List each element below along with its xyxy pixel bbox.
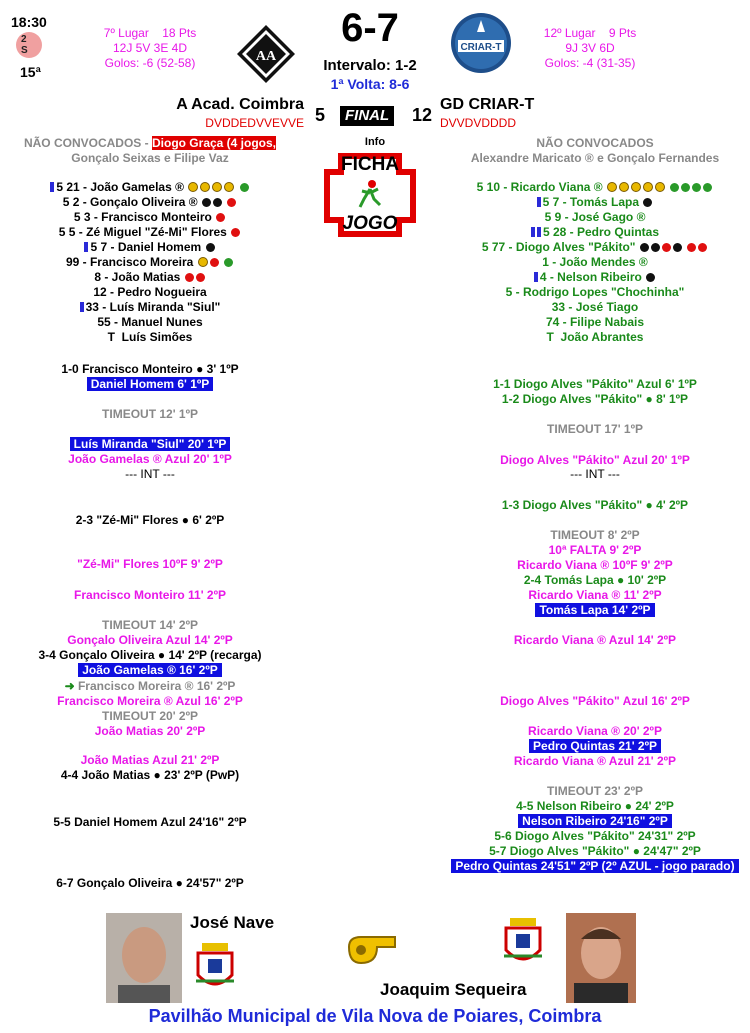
event-foul: Ricardo Viana ® 11' 2ºP bbox=[528, 588, 662, 602]
event-label: Daniel Homem 6' 1ºP bbox=[87, 377, 214, 391]
home-player-name: 33 - Luís Miranda "Siul" bbox=[85, 300, 221, 314]
arrow-icon: ➜ bbox=[64, 679, 78, 693]
event-label: Pedro Quintas 21' 2ºP bbox=[529, 739, 661, 753]
away-player-name: 5 9 - José Gago ® bbox=[544, 210, 646, 224]
event-foul: Francisco Monteiro 11' 2ºP bbox=[74, 588, 226, 602]
event-foul: Diogo Alves "Pákito" Azul 16' 2ºP bbox=[500, 694, 690, 708]
home-player-name: 55 - Manuel Nunes bbox=[97, 315, 203, 329]
event-foul: Gonçalo Oliveira Azul 14' 2ºP bbox=[67, 633, 233, 647]
event-blue-card bbox=[440, 814, 750, 828]
event-foul: João Matias Azul 21' 2ºP bbox=[80, 753, 220, 767]
referee-2-photo bbox=[566, 913, 636, 1003]
match-sheet-button[interactable] bbox=[322, 151, 418, 239]
svg-text:AA: AA bbox=[255, 49, 277, 64]
round-number: 15ª bbox=[20, 64, 41, 80]
home-player-name: 12 - Pedro Nogueira bbox=[93, 285, 207, 299]
event-foul: Diogo Alves "Pákito" Azul 20' 1ºP bbox=[500, 453, 690, 467]
away-points: 9 Pts bbox=[608, 26, 637, 40]
event-substitution bbox=[0, 679, 300, 693]
away-player-name: 5 28 - Pedro Quintas bbox=[542, 225, 660, 239]
event-goal: 5-7 Diogo Alves "Pákito" ● 24'47" 2ºP bbox=[489, 844, 701, 858]
competition-badge: 2 S bbox=[16, 32, 42, 58]
event-label: Nelson Ribeiro 24'16" 2ºP bbox=[518, 814, 672, 828]
event-blue-card bbox=[0, 377, 300, 391]
event-goal: 5-6 Diogo Alves "Pákito" 24'31" 2ºP bbox=[494, 829, 696, 843]
event-goal: 2-3 "Zé-Mi" Flores ● 6' 2ºP bbox=[75, 513, 225, 527]
kickoff-time: 18:30 bbox=[11, 14, 47, 30]
event-blue-card bbox=[440, 859, 750, 873]
event-blue-card bbox=[440, 739, 750, 753]
event-foul: "Zé-Mi" Flores 10ºF 9' 2ºP bbox=[77, 557, 223, 571]
referee-1-photo bbox=[106, 913, 182, 1003]
event-foul: João Matias 20' 2ºP bbox=[94, 724, 206, 738]
home-form: DVDDEDVVEVVE bbox=[205, 116, 304, 130]
venue: Pavilhão Municipal de Vila Nova de Poiares, Coimbra bbox=[148, 1006, 602, 1026]
event-foul: Ricardo Viana ® 10ºF 9' 2ºP bbox=[517, 558, 673, 572]
event-interval: --- INT --- bbox=[570, 467, 620, 481]
event-foul: Ricardo Viana ® 20' 2ºP bbox=[528, 724, 662, 738]
first-leg-score: 1ª Volta: 8-6 bbox=[330, 76, 410, 92]
event-timeout: TIMEOUT 8' 2ºP bbox=[550, 528, 640, 542]
away-player-name: 33 - José Tiago bbox=[551, 300, 639, 314]
status-badge bbox=[340, 106, 394, 126]
away-coach-name: João Abrantes bbox=[560, 330, 644, 344]
event-interval: --- INT --- bbox=[125, 467, 175, 481]
away-player-name: 5 10 - Ricardo Viana ® bbox=[476, 180, 603, 194]
away-player-name: 4 - Nelson Ribeiro bbox=[539, 270, 642, 284]
home-goals: 5 bbox=[315, 105, 326, 125]
home-nc-rest: Gonçalo Seixas e Filipe Vaz bbox=[71, 151, 229, 165]
away-position: 12º Lugar bbox=[543, 26, 596, 40]
association-crest-icon bbox=[500, 912, 546, 973]
home-record: 12J 5V 3E 4D bbox=[112, 41, 188, 55]
event-goal: 1-3 Diogo Alves "Pákito" ● 4' 2ºP bbox=[501, 498, 689, 512]
referee-1-name: José Nave bbox=[190, 913, 275, 932]
event-timeout: TIMEOUT 12' 1ºP bbox=[102, 407, 198, 421]
svg-text:CRIAR-T: CRIAR-T bbox=[460, 42, 502, 53]
away-record: 9J 3V 6D bbox=[565, 41, 615, 55]
event-tenth-foul: 10ª FALTA 9' 2ºP bbox=[548, 543, 642, 557]
home-nc-highlight: Diogo Graça (4 jogos, bbox=[151, 136, 277, 150]
home-player-name: 5 2 - Gonçalo Oliveira ® bbox=[62, 195, 198, 209]
event-timeout: TIMEOUT 14' 2ºP bbox=[102, 618, 198, 632]
event-foul: João Gamelas ® Azul 20' 1ºP bbox=[68, 452, 232, 466]
home-points: 18 Pts bbox=[162, 26, 197, 40]
home-goal-line: Golos: -6 (52-58) bbox=[104, 56, 196, 70]
event-goal: 1-0 Francisco Monteiro ● 3' 1ºP bbox=[61, 362, 239, 376]
match-sheet-top: FICHA bbox=[340, 154, 400, 175]
home-position: 7º Lugar bbox=[103, 26, 149, 40]
event-foul: Ricardo Viana ® Azul 14' 2ºP bbox=[513, 633, 677, 647]
home-player-name: 8 - João Matias bbox=[94, 270, 181, 284]
away-nc-label: NÃO CONVOCADOS bbox=[536, 136, 654, 150]
home-events bbox=[0, 0, 300, 1033]
event-timeout: TIMEOUT 17' 1ºP bbox=[547, 422, 643, 436]
home-player-name: 99 - Francisco Moreira bbox=[65, 255, 194, 269]
away-nc-rest: Alexandre Maricato ® e Gonçalo Fernandes bbox=[470, 151, 720, 165]
event-label: Luís Miranda "Siul" 20' 1ºP bbox=[70, 437, 231, 451]
event-label: Pedro Quintas 24'51" 2ºP (2º AZUL - jogo parado) bbox=[451, 859, 738, 873]
home-player-name: 5 5 - Zé Miguel "Zé-Mi" Flores bbox=[58, 225, 227, 239]
event-goal: 1-2 Diogo Alves "Pákito" ● 8' 1ºP bbox=[501, 392, 689, 406]
event-goal: 3-4 Gonçalo Oliveira ● 14' 2ºP (recarga) bbox=[38, 648, 262, 662]
away-goal-line: Golos: -4 (31-35) bbox=[544, 56, 636, 70]
home-player-name: 5 7 - Daniel Homem bbox=[90, 240, 202, 254]
event-foul: Ricardo Viana ® Azul 21' 2ºP bbox=[513, 754, 677, 768]
halftime-score: Intervalo: 1-2 bbox=[323, 57, 417, 74]
away-player-name: 74 - Filipe Nabais bbox=[545, 315, 645, 329]
away-goals: 12 bbox=[412, 105, 433, 125]
away-team-name[interactable]: GD CRIAR-T bbox=[440, 96, 535, 113]
event-timeout: TIMEOUT 20' 2ºP bbox=[102, 709, 198, 723]
match-sheet-bottom: JOGO bbox=[342, 213, 398, 234]
home-player-name: 5 3 - Francisco Monteiro bbox=[73, 210, 212, 224]
away-player-name: 5 7 - Tomás Lapa bbox=[542, 195, 640, 209]
home-nc-label: NÃO CONVOCADOS - bbox=[23, 136, 149, 150]
event-blue-card bbox=[440, 603, 750, 617]
event-goal: 6-7 Gonçalo Oliveira ● 24'57" 2ºP bbox=[56, 876, 244, 890]
away-events bbox=[440, 0, 750, 1033]
referee-2-name: Joaquim Sequeira bbox=[380, 980, 527, 999]
event-goal: 1-1 Diogo Alves "Pákito" Azul 6' 1ºP bbox=[493, 377, 697, 391]
away-player-name: 5 - Rodrigo Lopes "Chochinha" bbox=[505, 285, 685, 299]
whistle-icon bbox=[343, 933, 401, 970]
event-foul: Francisco Moreira ® Azul 16' 2ºP bbox=[57, 694, 243, 708]
home-player-name: 5 21 - João Gamelas ® bbox=[56, 180, 184, 194]
event-goal: 4-4 João Matias ● 23' 2ºP (PwP) bbox=[60, 768, 240, 782]
event-label: Francisco Moreira ® 16' 2ºP bbox=[77, 679, 236, 693]
coach-icon: T bbox=[107, 330, 122, 344]
event-label: João Gamelas ® 16' 2ºP bbox=[78, 663, 221, 677]
event-goal: 5-5 Daniel Homem Azul 24'16" 2ºP bbox=[53, 815, 247, 829]
away-player-name: 5 77 - Diogo Alves "Pákito" bbox=[481, 240, 636, 254]
event-goal: 2-4 Tomás Lapa ● 10' 2ºP bbox=[523, 573, 667, 587]
final-score: 6-7 bbox=[341, 6, 399, 50]
info-link[interactable]: Info bbox=[364, 136, 386, 148]
event-timeout: TIMEOUT 23' 2ºP bbox=[547, 784, 643, 798]
event-blue-card bbox=[0, 437, 300, 451]
association-crest-icon bbox=[192, 937, 238, 998]
event-goal: 4-5 Nelson Ribeiro ● 24' 2ºP bbox=[516, 799, 674, 813]
status-text: FINAL bbox=[345, 107, 390, 124]
event-label: Tomás Lapa 14' 2ºP bbox=[535, 603, 654, 617]
event-blue-card bbox=[0, 663, 300, 677]
home-coach-name: Luís Simões bbox=[121, 330, 193, 344]
home-team-name[interactable]: A Acad. Coimbra bbox=[176, 96, 304, 113]
coach-icon: T bbox=[546, 330, 561, 344]
away-form: DVVDVDDDD bbox=[440, 116, 517, 130]
away-player-name: 1 - João Mendes ® bbox=[542, 255, 648, 269]
player-figure-icon bbox=[358, 179, 382, 209]
